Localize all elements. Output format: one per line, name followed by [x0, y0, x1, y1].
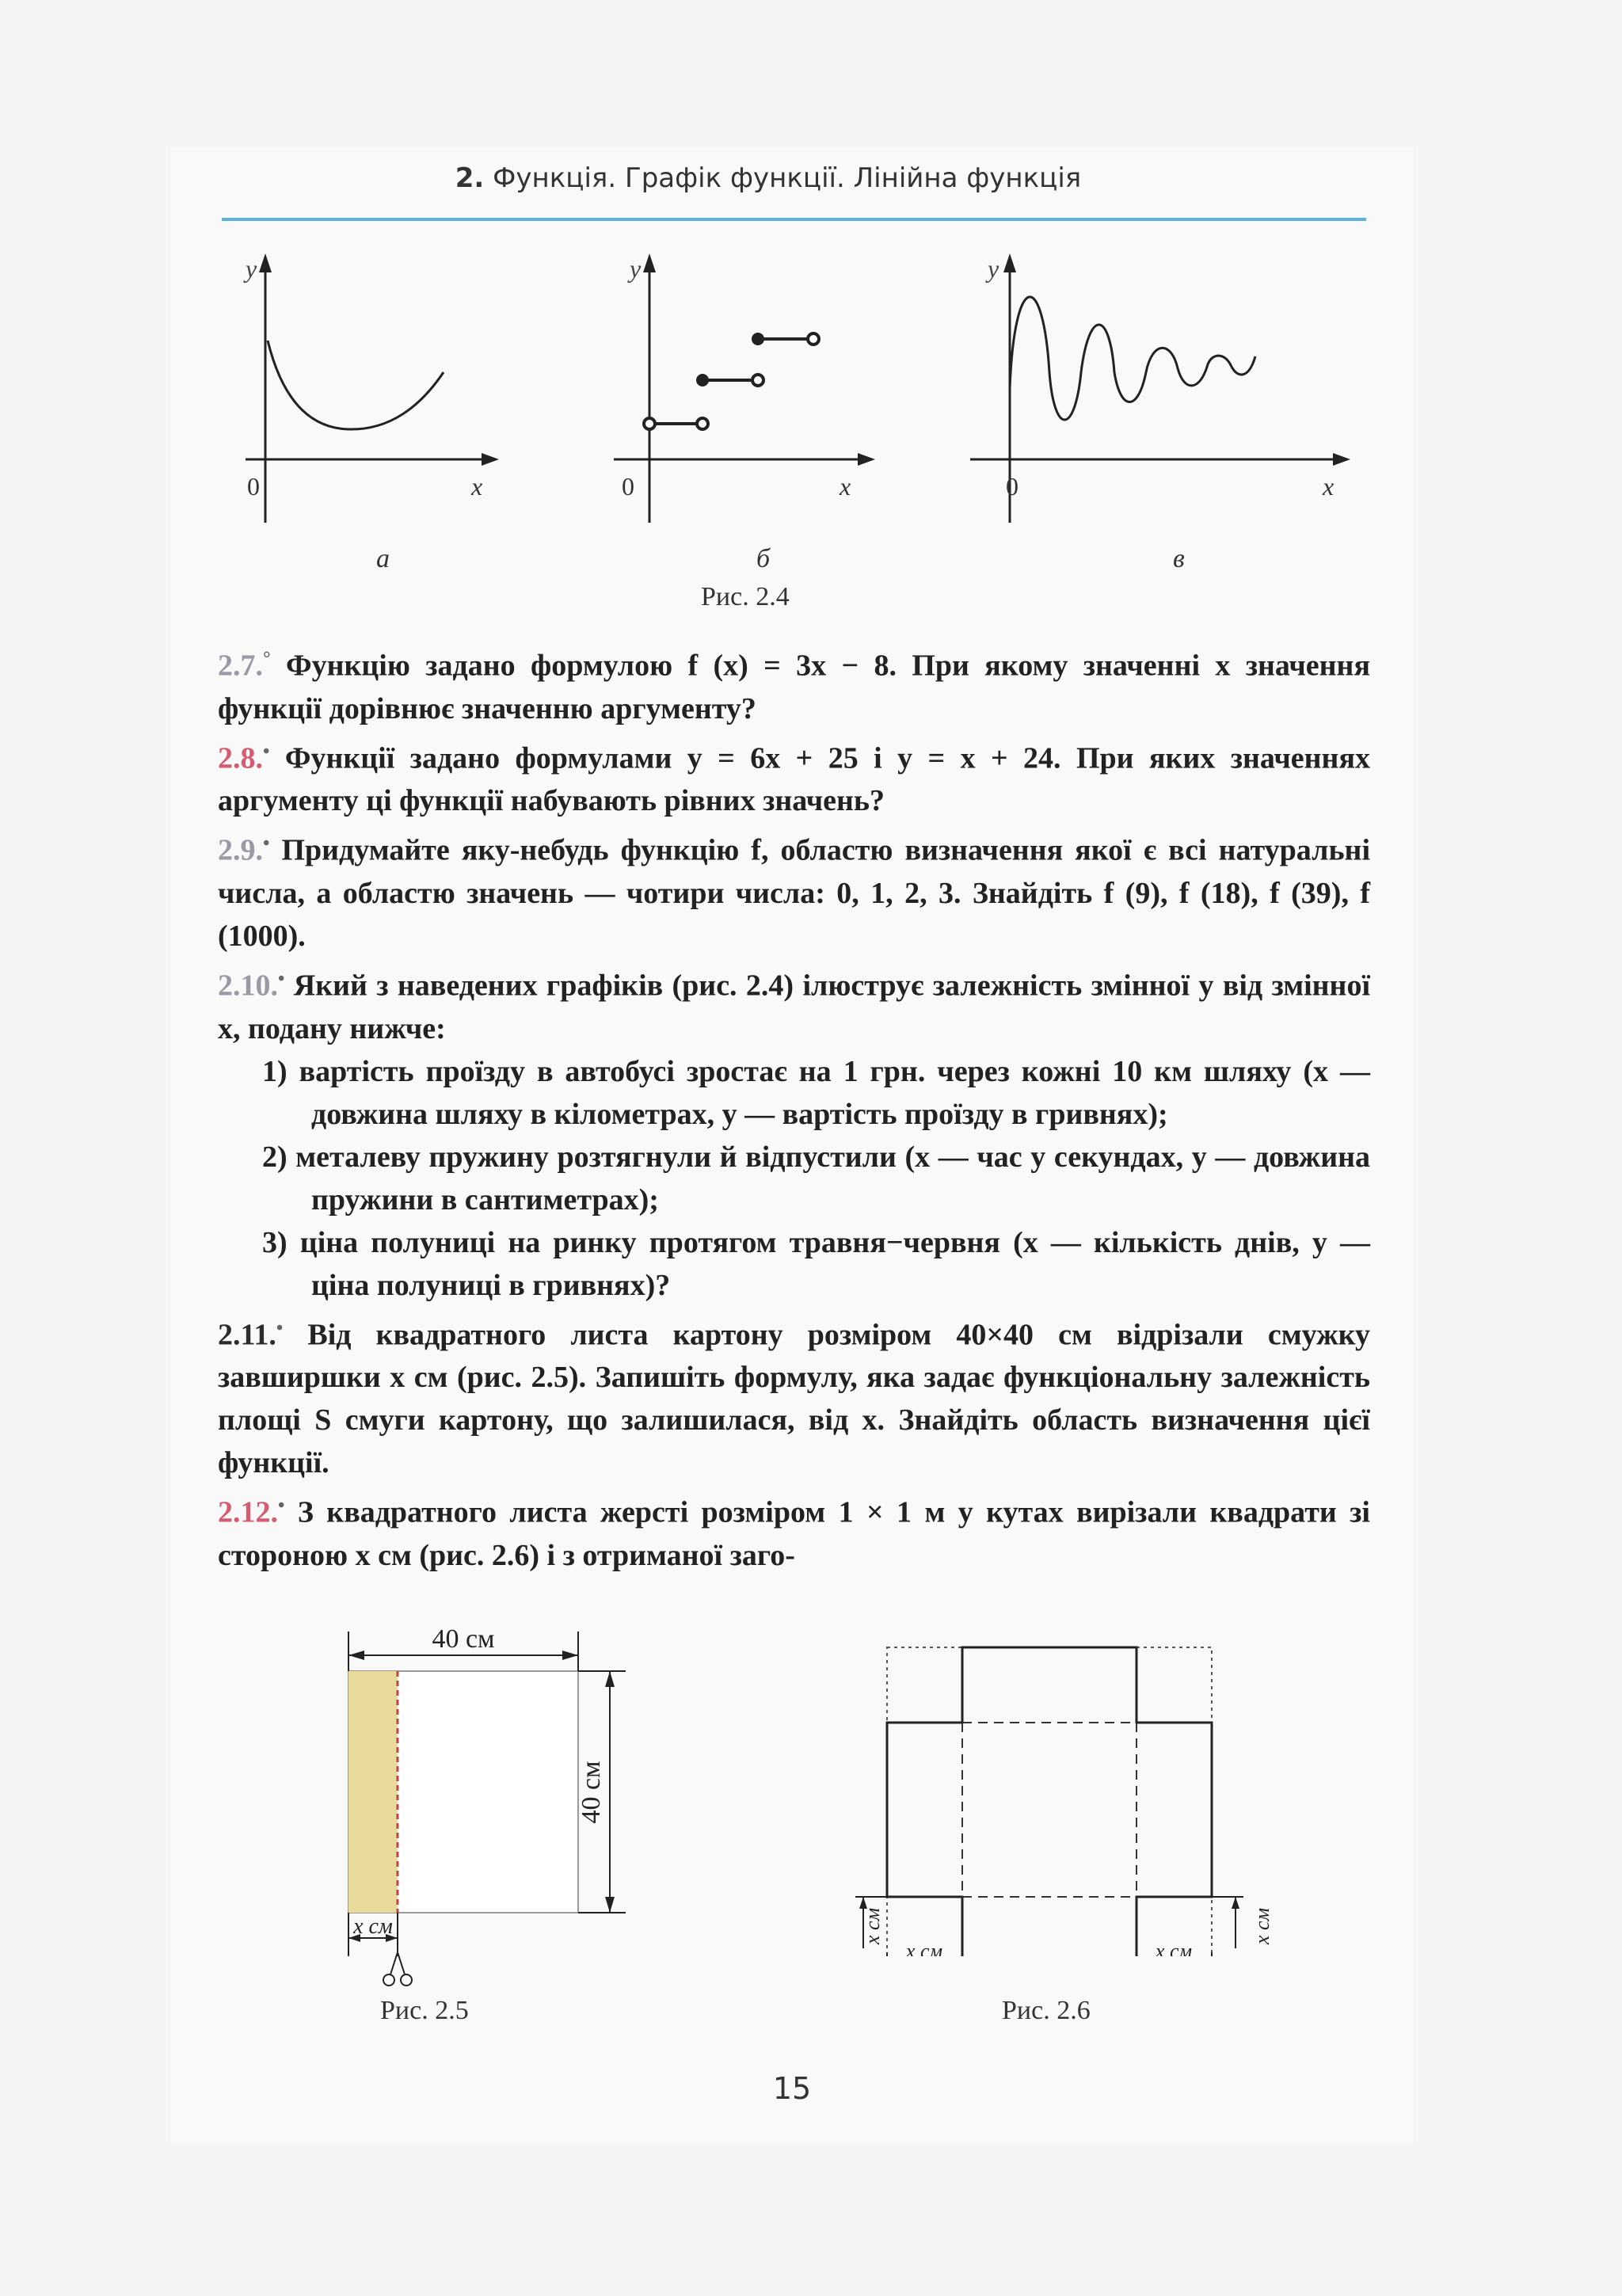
page-header	[170, 162, 1366, 194]
item-text: ціна полуниці на ринку протягом травня−червня (x — кількість днів, y — ціна полуниці в гривнях)?	[299, 1225, 1371, 1302]
fold-lines	[962, 1723, 1137, 1897]
graph-a-label: а	[376, 544, 390, 573]
problem-2-9: 2.9.• Придумайте яку-небудь функцію f, областю визначення якої є всі натуральні числа, а областю значень — чотири числа: 0, 1, 2, 3. Знайдіть f (9), f (18), f (39), f (1000).	[218, 833, 1371, 953]
problem-number: 2.9.	[218, 833, 263, 867]
figure-2-6-svg	[832, 1616, 1307, 1956]
graph-b-x-label: x	[840, 472, 851, 501]
graph-b	[614, 253, 875, 527]
graph-c	[970, 253, 1350, 527]
item-number: 1)	[262, 1054, 287, 1088]
width-label: 40 см	[432, 1624, 495, 1654]
graph-b-origin: 0	[622, 472, 634, 501]
height-label: 40 см	[577, 1761, 606, 1824]
figure-2-4-caption: Рис. 2.4	[701, 582, 790, 611]
section-title: Функція. Графік функції. Лінійна функція	[493, 162, 1082, 194]
figure-2-5-caption: Рис. 2.5	[380, 1996, 469, 2025]
graph-c-svg	[970, 253, 1350, 523]
problems-list	[218, 638, 1370, 1577]
textbook-page	[170, 147, 1414, 2142]
graph-a-origin: 0	[247, 472, 260, 501]
problem-2-10: 2.10.• Який з наведених графіків (рис. 2.4) ілюструє залежність змінної y від змінної x, подану нижче:	[218, 968, 1371, 1045]
corner-label-bottom-left: x см	[905, 1940, 943, 1956]
scissors-icon	[383, 1952, 412, 1986]
figure-2-5	[321, 1620, 638, 1996]
header-rule	[222, 218, 1366, 221]
problem-number: 2.7.	[218, 649, 263, 683]
problem-number: 2.11.	[218, 1318, 276, 1352]
graph-c-curve	[1010, 297, 1255, 420]
problem-text: З квадратного листа жерсті розміром 1 × 1 м у кутах вирізали квадрати зі стороною x см (рис. 2.6) і з отриманої заго-	[218, 1495, 1370, 1572]
cut-strip	[348, 1671, 398, 1913]
graph-c-y-label: y	[988, 254, 999, 283]
item-text: вартість проїзду в автобусі зростає на 1 грн. через кожні 10 км шляху (x — довжина шляху в кілометрах, y — вартість проїзду в гривнях);	[299, 1054, 1371, 1131]
graph-c-x-label: x	[1323, 472, 1335, 501]
graph-c-origin: 0	[1006, 472, 1019, 501]
graph-a-curve	[268, 341, 444, 429]
problem-text: Який з наведених графіків (рис. 2.4) ілюструє залежність змінної y від змінної x, подану нижче:	[218, 969, 1371, 1045]
problem-number: 2.10.	[218, 969, 278, 1003]
problem-number: 2.12.	[218, 1495, 278, 1529]
item-text: металеву пружину розтягнули й відпустили (x — час у секундах, y — довжина пружини в сантиметрах);	[295, 1140, 1370, 1217]
figure-2-6	[832, 1616, 1307, 1960]
problem-text: Функції задано формулами y = 6x + 25 і y = x + 24. При яких значеннях аргументу ці функції набувають рівних значень?	[218, 741, 1371, 818]
problem-number: 2.8.	[218, 741, 263, 775]
section-number: 2.	[455, 162, 485, 194]
problem-2-7: 2.7.° Функцію задано формулою f (x) = 3x − 8. При якому значенні x значення функції дорівнює значенню аргументу?	[218, 649, 1371, 725]
graph-b-y-label: y	[630, 254, 642, 283]
graph-c-label: в	[1173, 544, 1185, 573]
corner-label-right: x см	[1251, 1907, 1274, 1945]
problem-2-10-item-1	[218, 1050, 1370, 1136]
problem-2-8: 2.8.• Функції задано формулами y = 6x + 25 і y = x + 24. При яких значеннях аргументу ці функції набувають рівних значень?	[218, 741, 1371, 818]
graph-a	[246, 253, 499, 527]
net-outline	[887, 1647, 1212, 1956]
figure-2-6-caption: Рис. 2.6	[1002, 1996, 1091, 2025]
item-number: 3)	[262, 1225, 287, 1259]
graph-b-label: б	[756, 544, 771, 573]
problem-text: Функцію задано формулою f (x) = 3x − 8. При якому значенні x значення функції дорівнює значенню аргументу?	[218, 649, 1371, 725]
graph-a-x-label: x	[471, 472, 483, 501]
problem-2-10-item-2	[218, 1136, 1370, 1221]
problem-2-10-item-3	[218, 1221, 1370, 1307]
corner-label-bottom-right: x см	[1155, 1940, 1193, 1956]
graph-b-svg	[614, 253, 875, 523]
figure-2-5-svg	[321, 1620, 638, 1992]
problem-text: Придумайте яку-небудь функцію f, областю визначення якої є всі натуральні числа, а областю значень — чотири числа: 0, 1, 2, 3. Знайдіть f (9), f (18), f (39), f (1000).	[218, 833, 1371, 953]
graph-a-svg	[246, 253, 499, 523]
graph-a-y-label: y	[246, 254, 257, 283]
item-number: 2)	[262, 1140, 287, 1174]
strip-label: x см	[353, 1914, 393, 1939]
graph-b-steps	[644, 333, 819, 429]
corner-label-left: x см	[861, 1907, 884, 1945]
problem-2-12: 2.12.• З квадратного листа жерсті розміром 1 × 1 м у кутах вирізали квадрати зі стороною x см (рис. 2.6) і з отриманої заго-	[218, 1495, 1370, 1572]
problem-2-11: 2.11.• Від квадратного листа картону розміром 40×40 см відрізали смужку завширшки x см (рис. 2.5). Запишіть формулу, яка задає функціональну залежність площі S смуги картону, що залишилася, від x. Знайдіть область визначення цієї функції.	[218, 1317, 1370, 1480]
problem-text: Від квадратного листа картону розміром 40×40 см відрізали смужку завширшки x см (рис. 2.5). Запишіть формулу, яка задає функціональну залежність площі S смуги картону, що залишилася, від x. Знайдіть область визначення цієї функції.	[218, 1318, 1370, 1480]
page-number: 15	[772, 2071, 812, 2106]
